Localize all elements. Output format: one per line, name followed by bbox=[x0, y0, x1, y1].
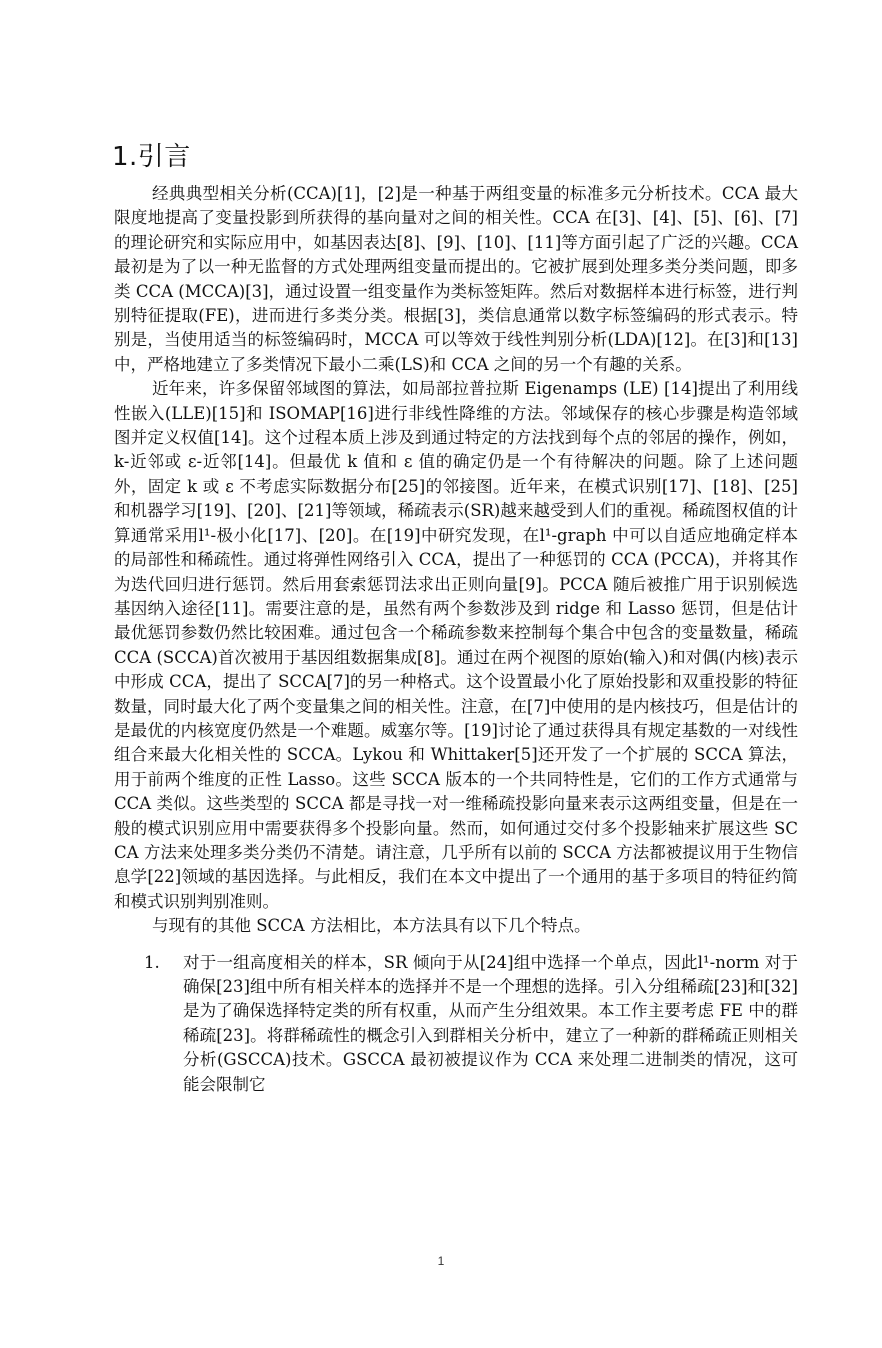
list-item-text: 对于一组高度相关的样本，SR 倾向于从[24]组中选择一个单点，因此l¹-norm 对于确保[23]组中所有相关样本的选择并不是一个理想的选择。引入分组稀疏[23]和[32]是为了确保选择特定类的所有权重，从而产生分组效果。本工作主要考虑 FE 中的群稀疏[23]。将群稀疏性的概念引入到群相关分析中，建立了一种新的群稀疏正则相关分析(GSCCA)技术。GSCCA 最初被提议作为 CCA 来处理二进制类的情况，这可能会限制它 bbox=[183, 952, 798, 1094]
body-text bbox=[114, 182, 798, 1097]
section-heading: 1.引言 bbox=[112, 142, 191, 172]
list-item-number: 1. bbox=[144, 952, 160, 972]
feature-list bbox=[114, 951, 798, 1097]
paragraph-related-work: 近年来，许多保留邻域图的算法，如局部拉普拉斯 Eigenamps (LE) [14]提出了利用线性嵌入(LLE)[15]和 ISOMAP[16]进行非线性降维的方法。邻域保存的核心步骤是构造邻域图并定义权值[14]。这个过程本质上涉及到通过特定的方法找到每个点的邻居的操作，例如，k-近邻或 ε-近邻[14]。但最优 k 值和 ε 值的确定仍是一个有待解决的问题。除了上述问题外，固定 k 或 ε 不考虑实际数据分布[25]的邻接图。近年来，在模式识别[17]、[18]、[25]和机器学习[19]、[20]、[21]等领域，稀疏表示(SR)越来越受到人们的重视。稀疏图权值的计算通常采用l¹-极小化[17]、[20]。在[19]中研究发现，在l¹-graph 中可以自适应地确定样本的局部性和稀疏性。通过将弹性网络引入 CCA，提出了一种惩罚的 CCA (PCCA)，并将其作为迭代回归进行惩罚。然后用套索惩罚法求出正则向量[9]。PCCA 随后被推广用于识别候选基因纳入途径[11]。需要注意的是，虽然有两个参数涉及到 ridge 和 Lasso 惩罚，但是估计最优惩罚参数仍然比较困难。通过包含一个稀疏参数来控制每个集合中包含的变量数量，稀疏 CCA (SCCA)首次被用于基因组数据集成[8]。通过在两个视图的原始(输入)和对偶(内核)表示中形成 CCA，提出了 SCCA[7]的另一种格式。这个设置最小化了原始投影和双重投影的特征数量，同时最大化了两个变量集之间的相关性。注意，在[7]中使用的是内核技巧，但是估计的是最优的内核宽度仍然是一个难题。威塞尔等。[19]讨论了通过获得具有规定基数的一对线性组合来最大化相关性的 SCCA。Lykou 和 Whittaker[5]还开发了一个扩展的 SCCA 算法，用于前两个维度的正性 Lasso。这些 SCCA 版本的一个共同特性是，它们的工作方式通常与 CCA 类似。这些类型的 SCCA 都是寻找一对一维稀疏投影向量来表示这两组变量，但是在一般的模式识别应用中需要获得多个投影向量。然而，如何通过交付多个投影轴来扩展这些 SCCA 方法来处理多类分类仍不清楚。请注意，几乎所有以前的 SCCA 方法都被提议用于生物信息学[22]领域的基因选择。与此相反，我们在本文中提出了一个通用的基于多项目的特征约简和模式识别判别准则。 bbox=[114, 379, 798, 911]
page-number: 1 bbox=[437, 1254, 445, 1268]
paragraph-features-intro: 与现有的其他 SCCA 方法相比，本方法具有以下几个特点。 bbox=[152, 916, 591, 936]
paragraph-cca-intro: 经典典型相关分析(CCA)[1]，[2]是一种基于两组变量的标准多元分析技术。CCA 最大限度地提高了变量投影到所获得的基向量对之间的相关性。CCA 在[3]、[4]、[5]、[6]、[7]的理论研究和实际应用中，如基因表达[8]、[9]、[10]、[11]等方面引起了广泛的兴趣。CCA 最初是为了以一种无监督的方式处理两组变量而提出的。它被扩展到处理多类分类问题，即多类 CCA (MCCA)[3]，通过设置一组变量作为类标签矩阵。然后对数据样本进行标签，进行判别特征提取(FE)，进而进行多类分类。根据[3]，类信息通常以数字标签编码的形式表示。特别是，当使用适当的标签编码时，MCCA 可以等效于线性判别分析(LDA)[12]。在[3]和[13]中，严格地建立了多类情况下最小二乘(LS)和 CCA 之间的另一个有趣的关系。 bbox=[114, 184, 798, 374]
list-item bbox=[114, 951, 798, 1097]
